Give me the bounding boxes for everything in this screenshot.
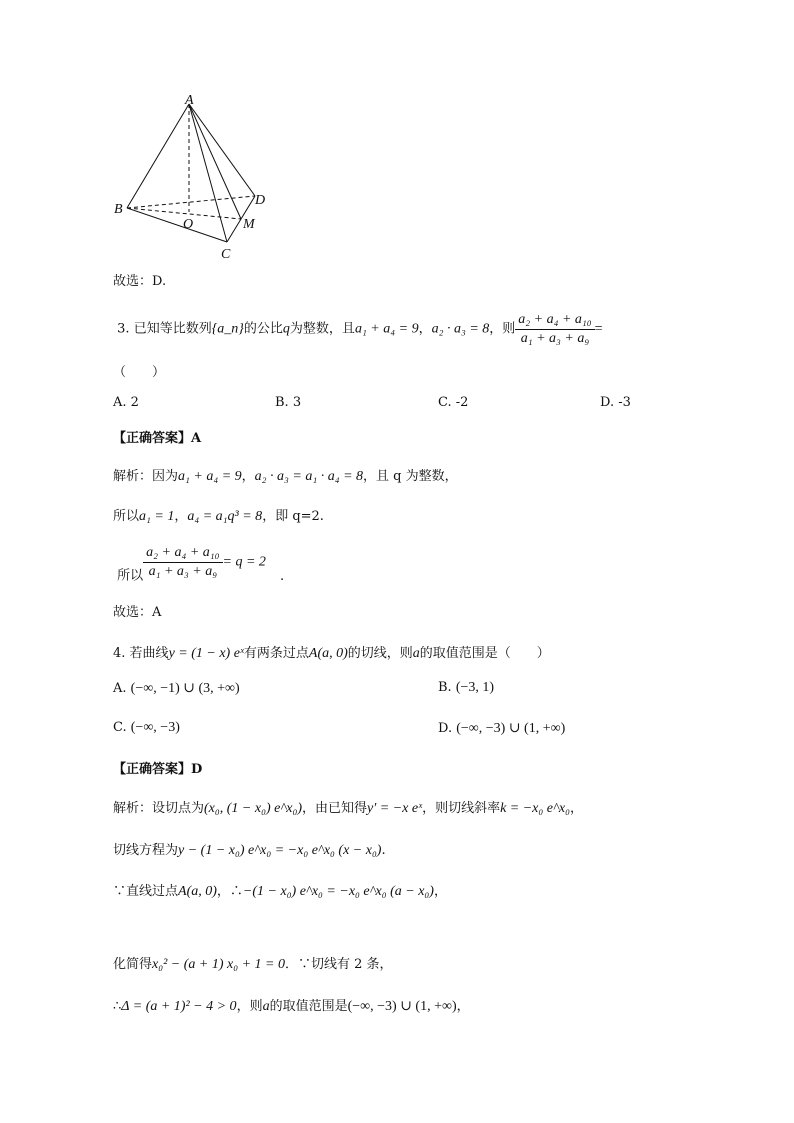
q2-conclusion: 故选：D. — [113, 274, 167, 289]
q4-analysis-line2: 切线方程为y − (1 − x₀) e^x₀ = −x₀ e^x₀ (x − x₀). — [113, 843, 386, 858]
q4-curve: y = (1 − x) eˣ — [168, 646, 244, 661]
q4-analysis-line1: 解析：设切点为(x₀, (1 − x₀) e^x₀)，由已知得y′ = −x eˣ，则切线斜率k = −x₀ e^x₀， — [113, 801, 583, 816]
q3-number: 3. — [117, 321, 130, 337]
edge-AC — [189, 104, 227, 242]
q4-option-b[interactable]: B. (−3, 1) — [438, 680, 495, 695]
q3-analysis-line3: 所以 $\frac{\text{a₂ + a₄ + a₁₀}}{\text{a₁ + a₃ + a₉}}$ = q = 2. — [117, 544, 285, 584]
q4-option-d[interactable]: D. (−∞, −3) ∪ (1, +∞) — [438, 721, 566, 736]
q3-stem: 3. 已知等比数列{a_n}的公比q为整数，且a₁ + a₄ = 9，a₂ · a₃ = 8，则 $\frac{\text{a₂ + a₄ + a₁₀}}{\text{a₁ + a₃ + a₉}}$ = — [117, 311, 603, 346]
vertex-label-M: M — [243, 217, 255, 232]
edge-AD — [189, 104, 255, 196]
q3-cond2: a₂ · a₃ = 8 — [431, 321, 490, 337]
q3-paren: （ ） — [113, 365, 166, 380]
q3-conclusion: 故选：A — [113, 605, 162, 620]
q3-option-c[interactable]: C. -2 — [438, 395, 469, 410]
q4-point: A(a, 0) — [308, 646, 348, 661]
q3-analysis-fraction: $\frac{\text{a₂ + a₄ + a₁₀}}{\text{a₁ + a₃ + a₉}}$ — [143, 545, 222, 580]
q4-stem: 4. 若曲线y = (1 − x) eˣ有两条过点A(a, 0)的切线，则a的取值范围是（ ） — [113, 646, 550, 661]
edge-BD — [127, 196, 255, 208]
q3-analysis-line2: 所以a₁ = 1，a₄ = a₁q³ = 8，即 q=2. — [113, 509, 324, 524]
q4-answer: 【正确答案】D — [113, 762, 203, 777]
q3-option-b[interactable]: B. 3 — [275, 395, 302, 410]
vertex-label-C: C — [221, 247, 231, 262]
q4-option-a[interactable]: A. (−∞, −1) ∪ (3, +∞) — [113, 681, 240, 696]
q3-option-a[interactable]: A. 2 — [113, 395, 139, 410]
q3-answer: 【正确答案】A — [113, 431, 202, 446]
q4-option-c[interactable]: C. (−∞, −3) — [113, 720, 180, 735]
vertex-label-B: B — [114, 202, 123, 217]
q3-cond1: a₁ + a₄ = 9 — [354, 321, 419, 337]
q3-target-fraction: $\frac{\text{a₂ + a₄ + a₁₀}}{\text{a₁ + a₃ + a₉}}$ — [515, 312, 594, 347]
tetrahedron-figure — [105, 92, 285, 264]
q3-seq: {a_n} — [211, 321, 244, 337]
q4-analysis-line3: ∵直线过点A(a, 0)，∴−(1 − x₀) e^x₀ = −x₀ e^x₀ (a − x₀)， — [113, 884, 447, 899]
q3-option-d[interactable]: D. -3 — [600, 395, 631, 410]
vertex-label-O: O — [183, 217, 194, 232]
edge-AB — [127, 104, 189, 208]
vertex-label-D: D — [255, 193, 266, 208]
vertex-label-A: A — [185, 93, 194, 108]
q4-analysis-line4: 化简得x₀² − (a + 1) x₀ + 1 = 0．∵切线有 2 条， — [113, 957, 393, 972]
q3-analysis-line1: 解析：因为a₁ + a₄ = 9，a₂ · a₃ = a₁ · a₄ = 8，且 q 为整数， — [113, 469, 458, 484]
q4-analysis-line5: ∴Δ = (a + 1)² − 4 > 0，则a的取值范围是(−∞, −3) ∪ (1, +∞)， — [113, 999, 470, 1014]
